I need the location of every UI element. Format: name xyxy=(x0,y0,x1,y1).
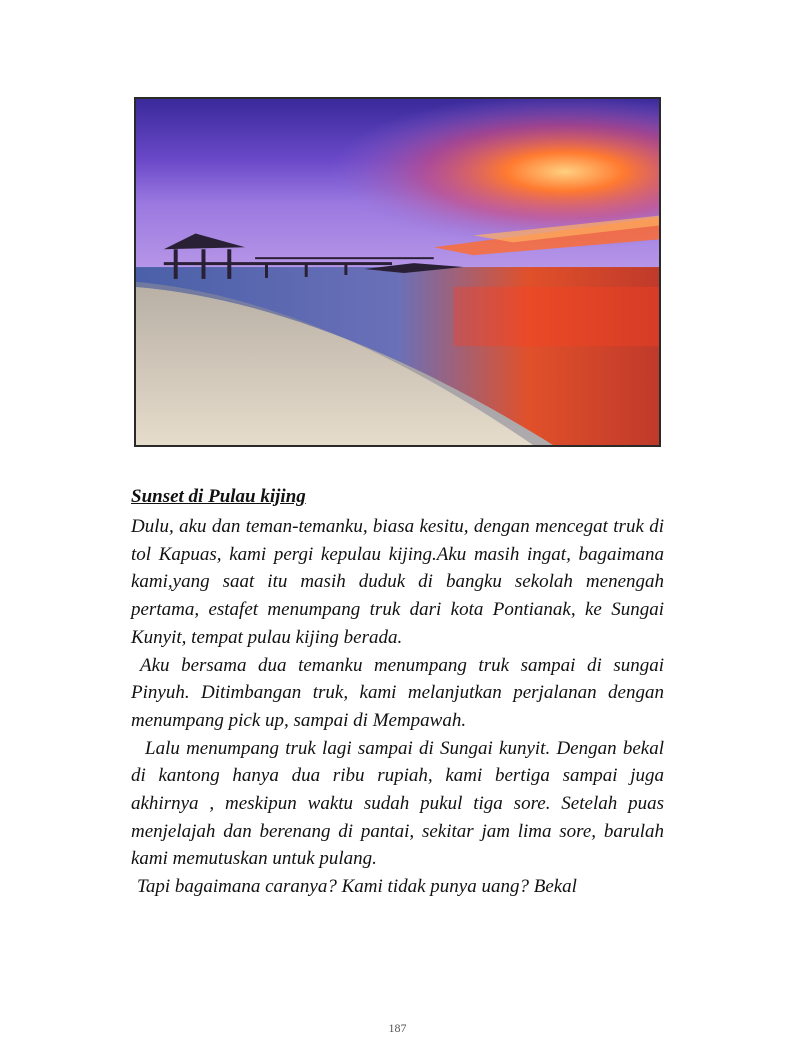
paragraph-1: Dulu, aku dan teman-temanku, biasa kesitu, dengan mencegat truk di tol Kapuas, kami pergi kepulau kijing.Aku masih ingat, bagaimana kami,yang saat itu masih duduk di bangku sekolah menengah pertama, estafet menumpang truk dari kota Pontianak, ke Sungai Kunyit, tempat pulau kijing berada. xyxy=(131,516,664,648)
page-number: 187 xyxy=(388,1021,407,1035)
article-title: Sunset di Pulau kijing xyxy=(131,486,306,507)
paragraph-4: Tapi bagaimana caranya? Kami tidak punya uang? Bekal xyxy=(137,876,577,898)
paragraph-2: Aku bersama dua temanku menumpang truk sampai di sungai Pinyuh. Ditimbangan truk, kami melanjutkan perjalanan dengan menumpang pick up, sampai di Mempawah. xyxy=(131,654,664,731)
article-body xyxy=(131,513,664,901)
paragraph-3: Lalu menumpang truk lagi sampai di Sungai kunyit. Dengan bekal di kantong hanya dua ribu rupiah, kami bertiga sampai juga akhirnya , meskipun waktu sudah pukul tiga sore. Setelah puas menjelajah dan berenang di pantai, sekitar jam lima sore, barulah kami memutuskan untuk pulang. xyxy=(131,737,664,870)
sunset-beach-pier-photo-icon xyxy=(136,99,659,445)
sunset-photo xyxy=(134,97,661,447)
